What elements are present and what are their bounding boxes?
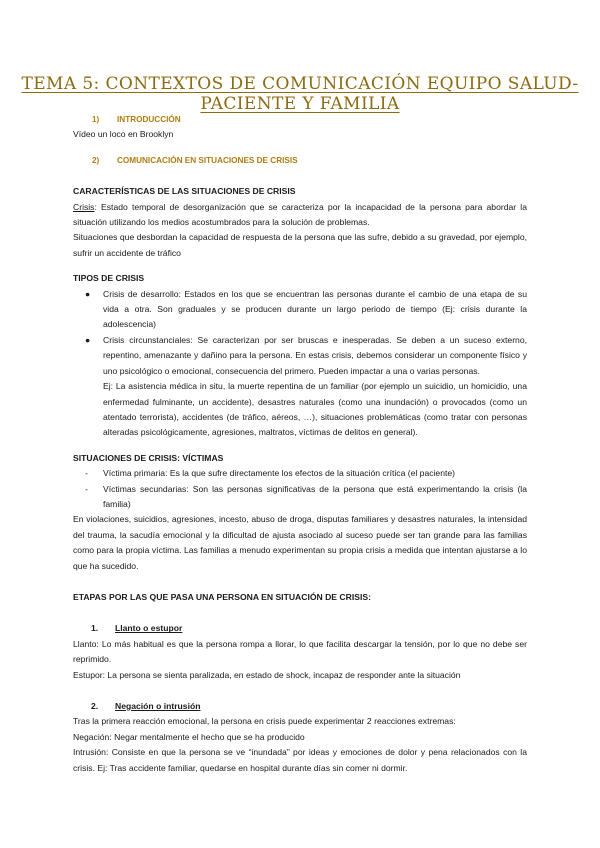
- document-body: [73, 112, 527, 776]
- situaciones-text: Situaciones que desbordan la capacidad de respuesta de la persona que las sufre, debido a su gravedad, por ejemplo, sufrir un accidente de tráfico: [73, 232, 527, 258]
- victimas-heading: SITUACIONES DE CRISIS: VÍCTIMAS: [73, 452, 224, 463]
- dash-icon: -: [85, 483, 88, 494]
- dash-icon: -: [85, 468, 88, 479]
- page-title: TEMA 5: CONTEXTOS DE COMUNICACIÓN EQUIPO SALUD-PACIENTE Y FAMILIA: [21, 74, 579, 114]
- tipos-example: Ej: La asistencia médica in situ, la muerte repentina de un familiar (por ejemplo un suicidio, un homicidio, una enfermedad fulminante, un accidente), desastres naturales (como una inundación) o provocados (como un atentado terrorista), accidentes (de tráfico, aéreos, …), situaciones problemáticas (como tratar con personas alteradas psicológicamente, agresiones, maltratos, víctimas de delitos en general).: [103, 381, 527, 438]
- list-item: ● Crisis de desarrollo: Estados en los que se encuentran las personas durante el cambio de una etapa de su vida a otra. Son graduales y se producen durante un largo periodo de tiempo (Ej: crisis durante la adolescencia): [85, 288, 527, 330]
- stage-2-intrusion: Intrusión: Consiste en que la persona se ve “inundada” por ideas y emociones de dolor y pena relacionados con la crisis. Ej: Tras accidente familiar, quedarse en hospital durante días sin comer ni dormir.: [73, 747, 527, 773]
- tipos-list: [73, 287, 527, 379]
- stage-2-intro: Tras la primera reacción emocional, la persona en crisis puede experimentar 2 reacciones extremas:: [73, 716, 456, 727]
- intro-text: Vídeo un loco en Brooklyn: [73, 129, 174, 140]
- caracteristicas-heading: CARACTERÍSTICAS DE LAS SITUACIONES DE CRISIS: [73, 186, 296, 197]
- section-heading-introduccion: 1) INTRODUCCIÓN: [92, 115, 181, 124]
- stage-2-heading: 2. Negación o intrusión: [91, 701, 201, 711]
- stage-1-heading: 1. Llanto o estupor: [91, 623, 183, 634]
- stage-1-llanto: Llanto: Lo más habitual es que la persona rompa a llorar, lo que facilita descargar la tensión, por lo que no debe ser reprimido.: [73, 638, 527, 665]
- stage-2-negacion: Negación: Negar mentalmente el hecho que se ha producido: [73, 731, 305, 742]
- bullet-icon: ●: [85, 288, 91, 299]
- tipos-heading: TIPOS DE CRISIS: [73, 273, 145, 284]
- list-item: ● Crisis circunstanciales: Se caracterizan por ser bruscas e inesperadas. Se deben a un suceso externo, repentino, amenazante y dañino para la persona. En estas crisis, debemos considerar un componente físico y uno psicológico o emocional, consecuencia del primero. Pueden impactar a una o varias personas.: [85, 334, 527, 376]
- list-item: - Víctima primaria: Es la que sufre directamente los efectos de la situación crítica (el paciente): [73, 466, 527, 481]
- list-item: - Víctimas secundarias: Son las personas significativas de la persona que está experimentando la crisis (la familia): [85, 483, 527, 509]
- bullet-icon: ●: [85, 334, 91, 345]
- victimas-list: [73, 466, 527, 512]
- etapas-heading: ETAPAS POR LAS QUE PASA UNA PERSONA EN SITUACIÓN DE CRISIS:: [73, 591, 371, 602]
- victimas-text: En violaciones, suicidios, agresiones, incesto, abuso de droga, disputas familiares y desastres naturales, la intensidad del trauma, la sacudía emocional y la dificultad de ajusta asociado al suceso puede ser tan grande para las familias como para la propia víctima. Las familias a menudo experimentan su propia crisis a medida que intentan ajustarse a lo que ha sucedido.: [73, 514, 527, 571]
- stage-1-estupor: Estupor: La persona se sienta paralizada, en estado de shock, incapaz de responder ante la situación: [73, 669, 461, 680]
- crisis-definition: Crisis: Estado temporal de desorganización que se caracteriza por la incapacidad de la persona para abordar la situación utilizando los medios acostumbrados para la solución de problemas.: [73, 201, 527, 228]
- section-heading-comunicacion: 2) COMUNICACIÓN EN SITUACIONES DE CRISIS: [92, 155, 298, 165]
